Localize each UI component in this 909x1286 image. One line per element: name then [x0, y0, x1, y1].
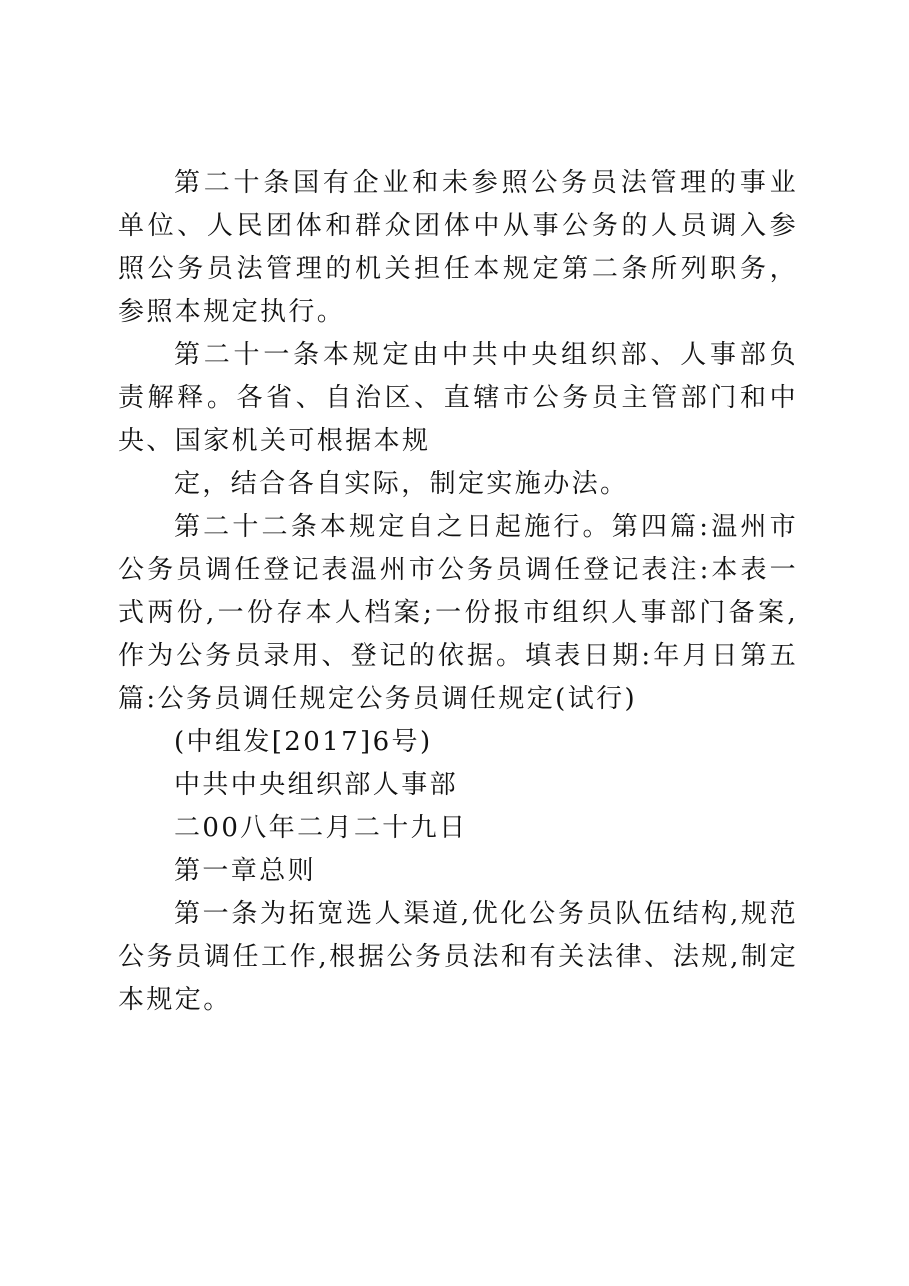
- paragraph-issue-date: 二00八年二月二十九日: [174, 813, 468, 843]
- paragraph-article-21-continued: 定，结合各自实际，制定实施办法。: [174, 469, 629, 499]
- paragraph-issuing-authority: 中共中央组织部人事部: [174, 770, 459, 800]
- chapter-heading: 第一章总则: [174, 856, 317, 886]
- document-body: [118, 162, 798, 1022]
- paragraph-article-21: 第二十一条本规定由中共中央组织部、人事部负责解释。各省、自治区、直辖市公务员主管部门和中央、国家机关可根据本规: [118, 340, 798, 456]
- paragraph-article-1: 第一条为拓宽选人渠道,优化公务员队伍结构,规范公务员调任工作,根据公务员法和有关法律、法规,制定本规定。: [118, 899, 798, 1015]
- paragraph-article-20: 第二十条国有企业和未参照公务员法管理的事业单位、人民团体和群众团体中从事公务的人员调入参照公务员法管理的机关担任本规定第二条所列职务，参照本规定执行。: [118, 168, 798, 327]
- paragraph-article-22: 第二十二条本规定自之日起施行。第四篇:温州市公务员调任登记表温州市公务员调任登记表注:本表一式两份,一份存本人档案;一份报市组织人事部门备案,作为公务员录用、登记的依据。填表日期:年月日第五篇:公务员调任规定公务员调任规定(试行): [118, 512, 798, 714]
- paragraph-document-number: (中组发[2017]6号): [174, 727, 433, 757]
